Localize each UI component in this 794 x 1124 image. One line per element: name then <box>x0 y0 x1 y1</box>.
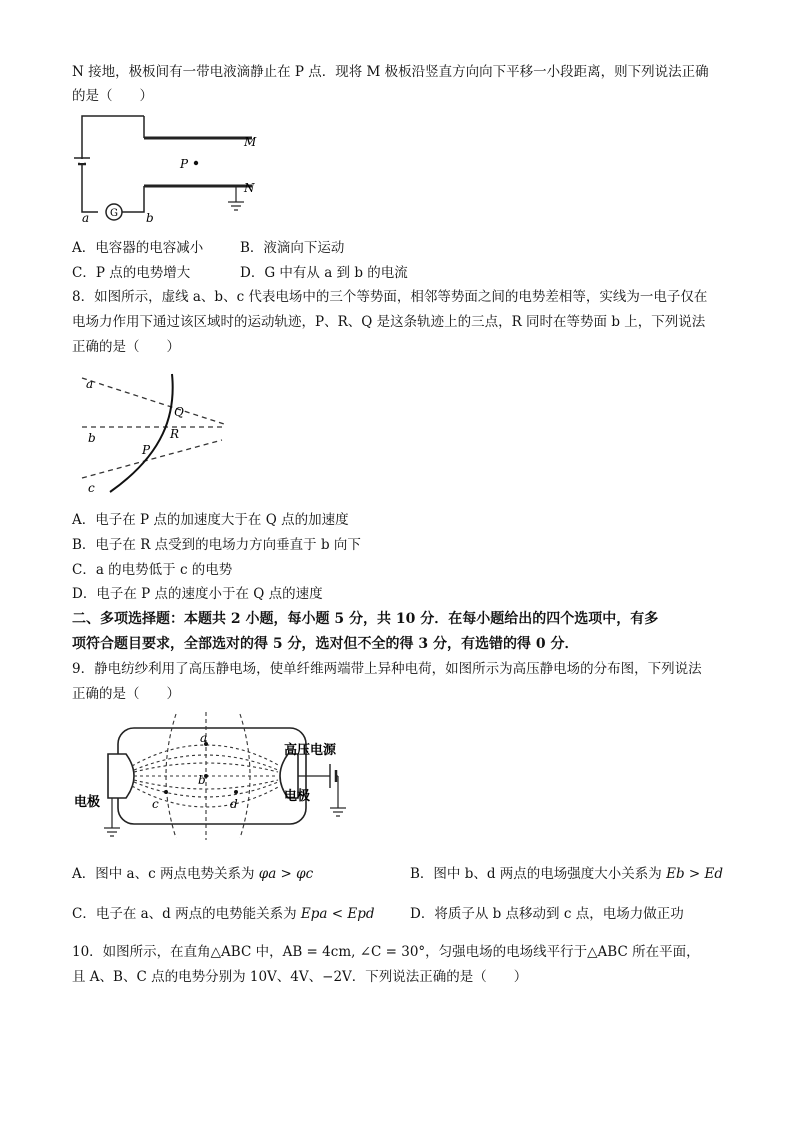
q7-fig-label-M: M <box>244 135 257 149</box>
section2-header-line1: 二、多项选择题：本题共 2 小题，每小题 5 分，共 10 分．在每小题给出的四个选项中，有多 <box>72 611 659 627</box>
q9-option-C-math: Epa < Epd <box>300 906 375 922</box>
q9-stem-line1: 9．静电纺纱利用了高压静电场，使单纤维两端带上异种电荷，如图所示为高压静电场的分布图，下列说法 <box>72 661 702 677</box>
q8-stem-line3: 正确的是（ ） <box>72 339 180 355</box>
q8-option-D[interactable]: D．电子在 P 点的速度小于在 Q 点的速度 <box>72 586 323 602</box>
q7-fig-label-b: b <box>146 211 154 224</box>
q7-fig-label-a: a <box>82 211 90 224</box>
q9-field-figure <box>72 710 362 850</box>
q9-fig-label-c: c <box>152 797 159 811</box>
q7-stem-line1: N 接地，极板间有一带电液滴静止在 P 点．现将 M 极板沿竖直方向向下平移一小段距离，则下列说法正确 <box>72 64 709 80</box>
q9-option-D[interactable]: D．将质子从 b 点移动到 c 点，电场力做正功 <box>410 906 684 922</box>
q10-stem-line2: 且 A、B、C 点的电势分别为 10V、4V、−2V．下列说法正确的是（ ） <box>72 969 528 985</box>
q8-fig-label-R: R <box>170 427 180 441</box>
section2-header-line2: 项符合题目要求，全部选对的得 5 分，选对但不全的得 3 分，有选错的得 0 分． <box>72 636 579 652</box>
q8-equipotential-figure <box>76 364 236 500</box>
q9-fig-label-a: a <box>200 731 208 745</box>
q9-fig-label-d: d <box>230 797 238 811</box>
q8-stem-line2: 电场力作用下通过该区域时的运动轨迹，P、R、Q 是这条轨迹上的三点，R 同时在等势面 b 上，下列说法 <box>72 314 706 330</box>
q8-option-A[interactable]: A．电子在 P 点的加速度大于在 Q 点的加速度 <box>72 512 349 528</box>
q9-fig-label-electrode-right: 电极 <box>284 789 311 804</box>
q9-option-B[interactable] <box>410 864 723 884</box>
q9-stem-line2: 正确的是（ ） <box>72 686 180 702</box>
q7-option-D[interactable]: D．G 中有从 a 到 b 的电流 <box>240 265 408 281</box>
q8-fig-label-c: c <box>88 481 95 495</box>
q9-option-A[interactable] <box>72 864 313 884</box>
q7-fig-label-P: P <box>180 157 189 171</box>
q8-option-B[interactable]: B．电子在 R 点受到的电场力方向垂直于 b 向下 <box>72 537 361 553</box>
q7-option-B[interactable]: B．液滴向下运动 <box>240 240 345 256</box>
q8-stem-line1: 8．如图所示，虚线 a、b、c 代表电场中的三个等势面，相邻等势面之间的电势差相等，实线为一电子仅在 <box>72 289 708 305</box>
q9-option-A-math: φa > φc <box>258 866 314 882</box>
q7-option-C[interactable]: C．P 点的电势增大 <box>72 265 191 281</box>
q9-option-C-text: C．电子在 a、d 两点的电势能关系为 <box>72 906 297 922</box>
q9-option-C[interactable] <box>72 904 374 924</box>
q9-fig-label-b: b <box>198 773 206 787</box>
q8-fig-label-b: b <box>88 431 96 445</box>
q9-fig-label-power: 高压电源 <box>284 743 337 758</box>
q8-option-C[interactable]: C．a 的电势低于 c 的电势 <box>72 562 233 578</box>
q9-fig-label-electrode-left: 电极 <box>74 795 101 810</box>
q9-option-B-text: B．图中 b、d 两点的电场强度大小关系为 <box>410 866 662 882</box>
q8-fig-label-P: P <box>142 443 151 457</box>
q8-fig-label-Q: Q <box>174 405 184 419</box>
q7-fig-label-G: G <box>110 208 118 219</box>
q8-fig-label-a: a <box>86 377 94 391</box>
q10-stem-line1: 10．如图所示，在直角△ABC 中，AB = 4cm, ∠C = 30°，匀强电场的电场线平行于△ABC 所在平面， <box>72 944 700 960</box>
q7-option-A[interactable]: A．电容器的电容减小 <box>72 240 204 256</box>
q9-option-B-math: Eb > Ed <box>666 866 723 882</box>
q9-option-A-text: A．图中 a、c 两点电势关系为 <box>72 866 255 882</box>
q7-stem-line2: 的是（ ） <box>72 88 153 104</box>
q7-fig-label-N: N <box>244 181 255 195</box>
q7-capacitor-figure <box>74 112 264 228</box>
